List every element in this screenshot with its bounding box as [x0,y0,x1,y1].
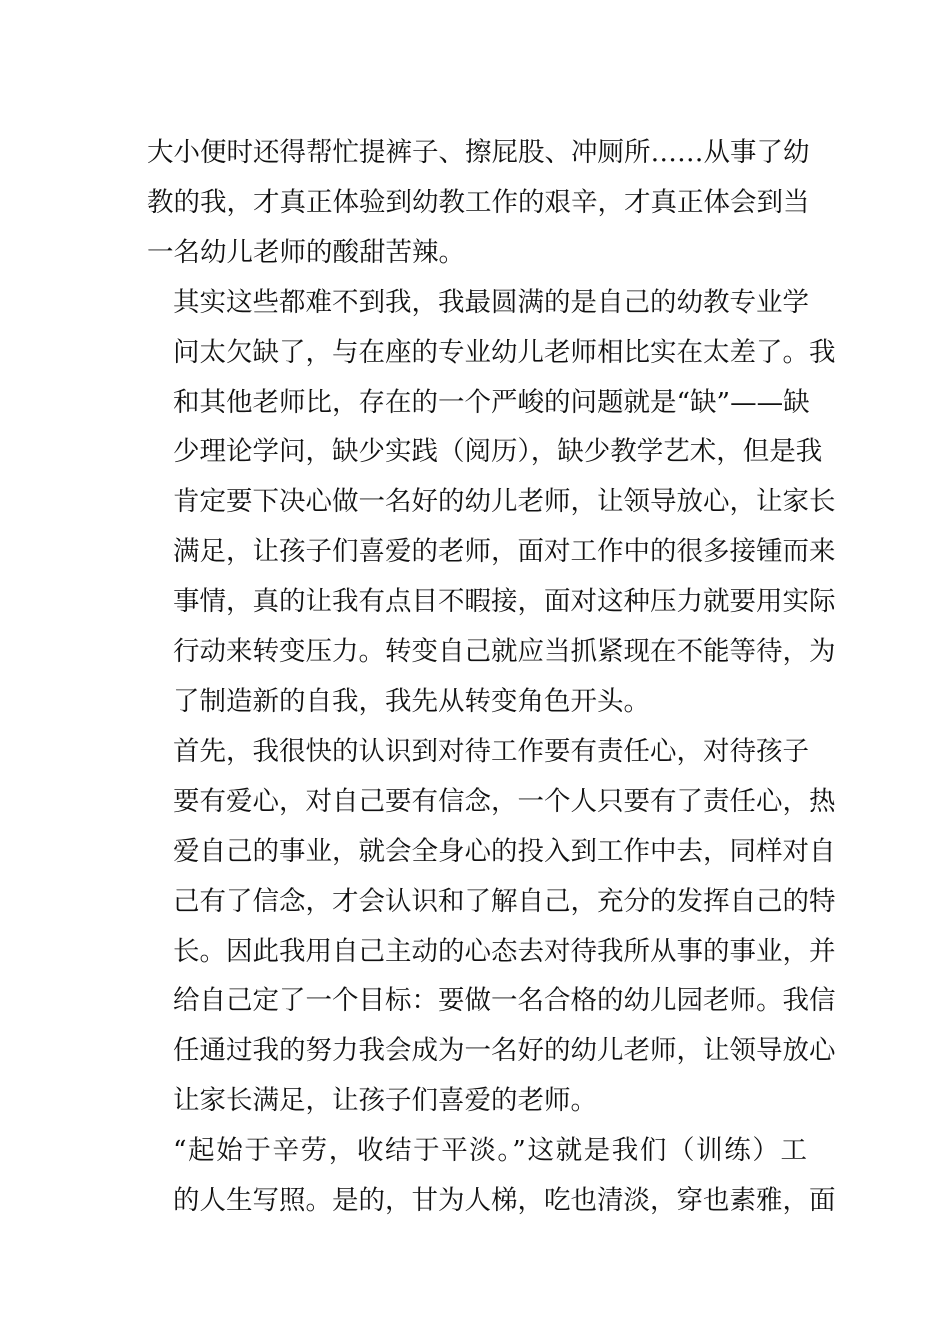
text-line: “起始于辛劳，收结于平淡。”这就是我们（训练）工 [173,1135,807,1167]
text-line: 事情，真的让我有点目不暇接，面对这种压力就要用实际 [173,586,836,618]
text-line: 满足，让孩子们喜爱的老师，面对工作中的很多接锺而来 [173,536,836,568]
text-line: 爱自己的事业，就会全身心的投入到工作中去，同样对自 [173,835,836,867]
paragraph-1 [147,128,810,278]
text-line: 让家长满足，让孩子们喜爱的老师。 [173,1085,597,1117]
text-line: 一名幼儿老师的酸甜苦辣。 [147,236,465,268]
text-line: 和其他老师比，存在的一个严峻的问题就是“缺”——缺 [173,386,810,418]
paragraph-2 [147,278,836,727]
text-line: 长。因此我用自己主动的心态去对待我所从事的事业，并 [173,935,836,967]
text-line: 任通过我的努力我会成为一名好的幼儿老师，让领导放心 [173,1035,836,1067]
text-line: 的人生写照。是的，甘为人梯，吃也清淡，穿也素雅，面 [173,1185,836,1217]
paragraph-3 [147,727,836,1126]
text-line: 行动来转变压力。转变自己就应当抓紧现在不能等待，为 [173,636,836,668]
text-line: 首先，我很快的认识到对待工作要有责任心，对待孩子 [173,735,809,767]
text-line: 给自己定了一个目标：要做一名合格的幼儿园老师。我信 [173,985,836,1017]
text-line: 大小便时还得帮忙提裤子、擦屁股、冲厕所……从事了幼 [147,137,810,168]
text-line: 要有爱心，对自己要有信念，一个人只要有了责任心，热 [173,785,836,817]
paragraph-4 [147,1126,836,1226]
text-line: 少理论学问，缺少实践（阅历），缺少教学艺术，但是我 [173,436,823,468]
text-line: 教的我，才真正体验到幼教工作的艰辛，才真正体会到当 [147,186,810,218]
body-text [147,128,836,1226]
text-line: 肯定要下决心做一名好的幼儿老师，让领导放心，让家长 [173,486,836,518]
text-line: 了制造新的自我，我先从转变角色开头。 [173,685,650,717]
text-line: 问太欠缺了，与在座的专业幼儿老师相比实在太差了。我 [173,336,836,368]
text-line: 其实这些都难不到我，我最圆满的是自己的幼教专业学 [173,286,809,318]
text-line: 己有了信念，才会认识和了解自己，充分的发挥自己的特 [173,885,836,917]
